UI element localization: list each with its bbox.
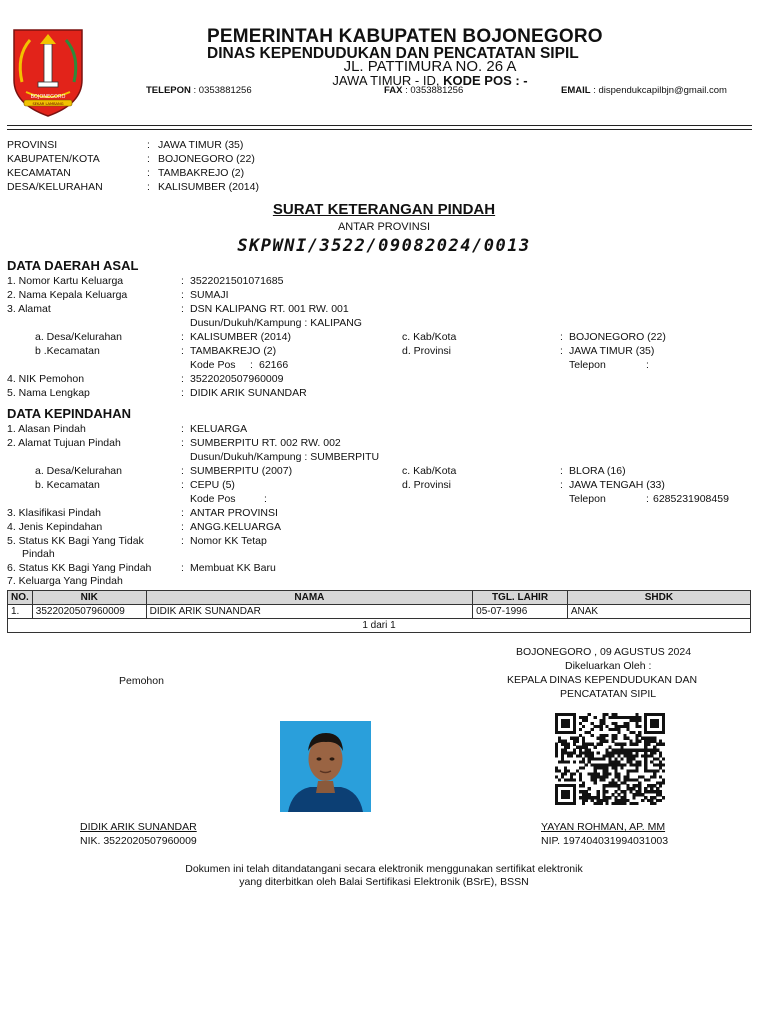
field-value-jenis: ANGG.KELUARGA [190, 521, 282, 533]
field-label: Telepon [569, 493, 606, 505]
footer-line-2: yang diterbitkan oleh Balai Sertifikasi Elektronik (BSrE), BSSN [239, 876, 529, 888]
colon: : [147, 153, 150, 165]
field-label: Kode Pos [190, 359, 236, 371]
field-label: 5. Nama Lengkap [7, 387, 90, 399]
header-government: PEMERINTAH KABUPATEN BOJONEGORO [207, 26, 603, 47]
field-label: 4. NIK Pemohon [7, 373, 85, 385]
table-header: NO. [8, 591, 33, 605]
logo-ribbon-text: SEKAR LAMBANG [32, 102, 64, 106]
official-nip: NIP. 197404031994031003 [541, 835, 669, 847]
table-page-indicator: 1 dari 1 [8, 619, 751, 633]
colon: : [560, 479, 563, 491]
header-telepon: TELEPON : 0353881256 [146, 85, 252, 96]
region-label: PROVINSI [7, 139, 58, 151]
field-value-dusun: Dusun/Dukuh/Kampung : KALIPANG [190, 317, 362, 329]
colon: : [250, 359, 253, 371]
header-address: JL. PATTIMURA NO. 26 A [343, 58, 517, 75]
header-email: EMAIL : dispendukcapilbjn@gmail.com [561, 85, 727, 96]
colon: : [646, 493, 649, 505]
field-label: c. Kab/Kota [402, 331, 457, 343]
section-title-asal: DATA DAERAH ASAL [7, 258, 139, 273]
logo-text: BOJONEGORO [30, 94, 66, 100]
colon: : [560, 345, 563, 357]
colon: : [181, 465, 184, 477]
field-value-dusun-tujuan: Dusun/Dukuh/Kampung : SUMBERPITU [190, 451, 380, 463]
document-subtitle: ANTAR PROVINSI [337, 221, 431, 233]
table-header-row [8, 591, 751, 605]
colon: : [181, 521, 184, 533]
field-value-kec-tujuan: CEPU (5) [190, 479, 235, 491]
colon: : [181, 423, 184, 435]
field-value-kab: BOJONEGORO (22) [569, 331, 666, 343]
header-divider-thin [7, 129, 752, 130]
header-agency: DINAS KEPENDUDUKAN DAN PENCATATAN SIPIL [207, 45, 579, 62]
colon: : [147, 181, 150, 193]
field-label: 7. Keluarga Yang Pindah [7, 575, 123, 587]
header-fax: FAX : 0353881256 [384, 85, 464, 96]
field-label: 4. Jenis Kepindahan [7, 521, 103, 533]
field-value-klasifikasi: ANTAR PROVINSI [190, 507, 278, 519]
table-header: TGL. LAHIR [473, 591, 568, 605]
header-divider [7, 125, 752, 126]
official-name: YAYAN ROHMAN, AP. MM [541, 821, 666, 833]
colon: : [264, 493, 267, 505]
table-cell: 3522020507960009 [32, 605, 146, 619]
field-value-desa-tujuan: SUMBERPITU (2007) [190, 465, 293, 477]
qr-code [555, 713, 665, 805]
field-label: 6. Status KK Bagi Yang Pindah [7, 562, 152, 574]
table-row [8, 605, 751, 619]
field-label: 2. Nama Kepala Keluarga [7, 289, 128, 301]
family-table [7, 590, 751, 633]
region-value: JAWA TIMUR (35) [158, 139, 244, 151]
table-page-row [8, 619, 751, 633]
place-date: BOJONEGORO , 09 AGUSTUS 2024 [516, 646, 692, 658]
document-title: SURAT KETERANGAN PINDAH [272, 201, 496, 218]
table-cell: 05-07-1996 [473, 605, 568, 619]
pemohon-label: Pemohon [119, 675, 164, 687]
field-value-status-pindah: Membuat KK Baru [190, 562, 276, 574]
region-label: KABUPATEN/KOTA [7, 153, 100, 165]
field-label: d. Provinsi [402, 479, 452, 491]
colon: : [181, 331, 184, 343]
field-value-kodepos: 62166 [259, 359, 289, 371]
table-header: NAMA [146, 591, 472, 605]
table-cell: DIDIK ARIK SUNANDAR [146, 605, 472, 619]
field-value-kk: 3522021501071685 [190, 275, 284, 287]
field-value-status-tidak: Nomor KK Tetap [190, 535, 267, 547]
field-label: 3. Klasifikasi Pindah [7, 507, 101, 519]
table-cell: ANAK [567, 605, 750, 619]
table-header: NIK [32, 591, 146, 605]
field-value-prov-tujuan: JAWA TENGAH (33) [569, 479, 665, 491]
field-label: d. Provinsi [402, 345, 452, 357]
region-value: KALISUMBER (2014) [158, 181, 259, 193]
field-label: b. Kecamatan [35, 479, 100, 491]
colon: : [181, 507, 184, 519]
colon: : [560, 331, 563, 343]
field-label: 2. Alamat Tujuan Pindah [7, 437, 121, 449]
colon: : [181, 562, 184, 574]
colon: : [147, 139, 150, 151]
field-label: Kode Pos [190, 493, 236, 505]
field-label: 5. Status KK Bagi Yang Tidak [7, 535, 144, 547]
field-value-kepala: SUMAJI [190, 289, 229, 301]
colon: : [181, 535, 184, 547]
colon: : [181, 479, 184, 491]
colon: : [181, 387, 184, 399]
section-title-kepindahan: DATA KEPINDAHAN [7, 406, 131, 421]
office-line-1: KEPALA DINAS KEPENDUDUKAN DAN [507, 674, 698, 686]
colon: : [147, 167, 150, 179]
field-label: Pindah [22, 548, 55, 560]
colon: : [181, 303, 184, 315]
colon: : [560, 465, 563, 477]
field-value-nama: DIDIK ARIK SUNANDAR [190, 387, 307, 399]
field-label: b .Kecamatan [35, 345, 100, 357]
issued-by: Dikeluarkan Oleh : [565, 660, 652, 672]
field-label: c. Kab/Kota [402, 465, 457, 477]
footer-line-1: Dokumen ini telah ditandatangani secara elektronik menggunakan sertifikat elektronik [185, 863, 583, 875]
region-label: KECAMATAN [7, 167, 71, 179]
table-cell: 1. [8, 605, 33, 619]
field-label: a. Desa/Kelurahan [35, 331, 122, 343]
region-label: DESA/KELURAHAN [7, 181, 103, 193]
colon: : [181, 275, 184, 287]
colon: : [181, 437, 184, 449]
pemohon-name: DIDIK ARIK SUNANDAR [80, 821, 197, 833]
colon: : [646, 359, 649, 371]
field-label: 1. Alasan Pindah [7, 423, 86, 435]
field-value-nik: 3522020507960009 [190, 373, 284, 385]
field-value-kec: TAMBAKREJO (2) [190, 345, 277, 357]
document-number: SKPWNI/3522/09082024/0013 [237, 236, 531, 256]
field-value-alamat-tujuan: SUMBERPITU RT. 002 RW. 002 [190, 437, 341, 449]
field-value-alamat: DSN KALIPANG RT. 001 RW. 001 [190, 303, 349, 315]
region-value: TAMBAKREJO (2) [158, 167, 245, 179]
field-label: 3. Alamat [7, 303, 51, 315]
table-header: SHDK [567, 591, 750, 605]
field-value-desa: KALISUMBER (2014) [190, 331, 291, 343]
colon: : [181, 345, 184, 357]
region-value: BOJONEGORO (22) [158, 153, 255, 165]
colon: : [181, 289, 184, 301]
office-line-2: PENCATATAN SIPIL [560, 688, 657, 700]
colon: : [181, 373, 184, 385]
field-label: Telepon [569, 359, 606, 371]
field-label: a. Desa/Kelurahan [35, 465, 122, 477]
applicant-photo [280, 721, 371, 812]
field-label: 1. Nomor Kartu Keluarga [7, 275, 124, 287]
pemohon-nik: NIK. 3522020507960009 [80, 835, 197, 847]
header-region: JAWA TIMUR - ID, KODE POS : - [332, 73, 528, 88]
field-value-kab-tujuan: BLORA (16) [569, 465, 626, 477]
field-value-telepon-tujuan: 6285231908459 [653, 493, 729, 505]
field-value-alasan: KELUARGA [190, 423, 248, 435]
field-value-prov: JAWA TIMUR (35) [569, 345, 655, 357]
